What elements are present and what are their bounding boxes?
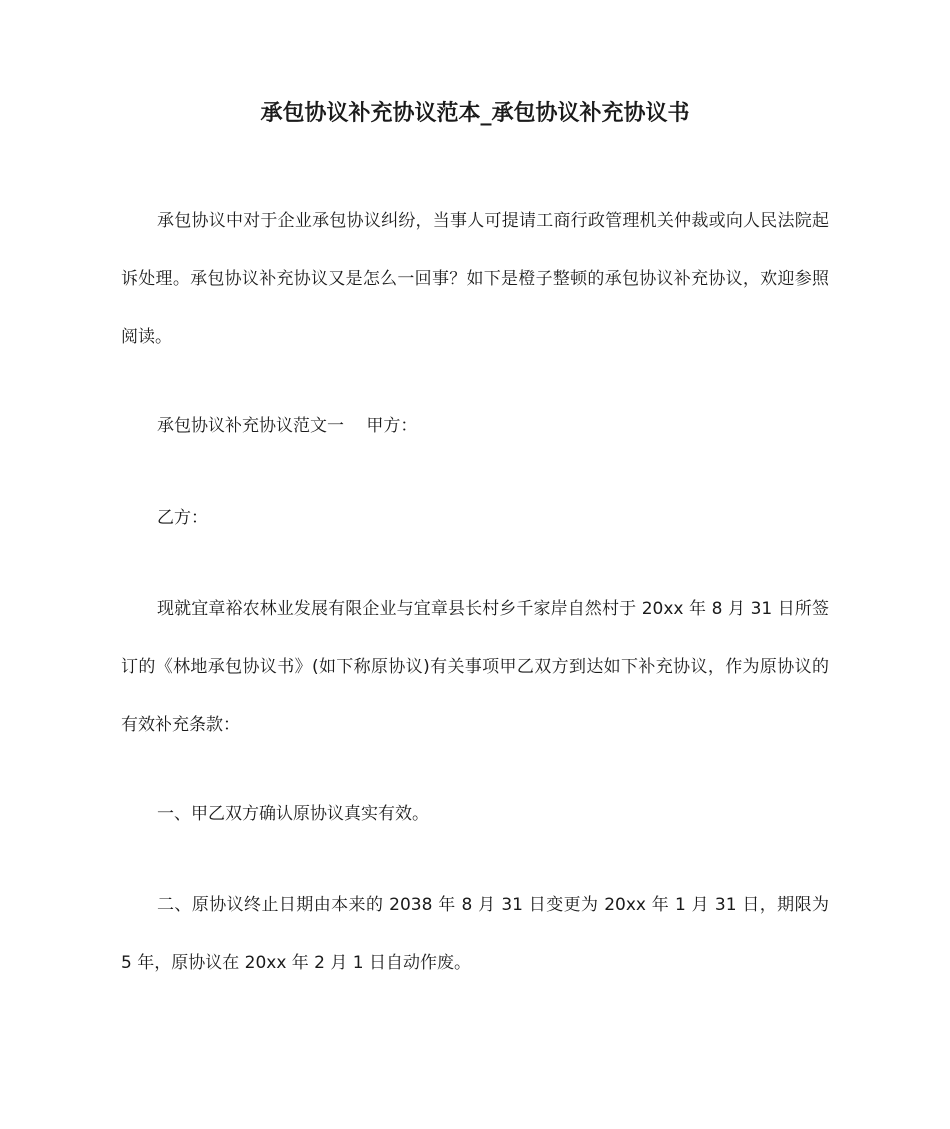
party-a-paragraph: 承包协议补充协议范文一 甲方：: [157, 416, 418, 436]
clause-one-paragraph: 一、甲乙双方确认原协议真实有效。: [157, 804, 429, 824]
intro-paragraph: 承包协议中对于企业承包协议纠纷，当事人可提请工商行政管理机关仲裁或向人民法院起诉处理。承包协议补充协议又是怎么一回事？如下是橙子整顿的承包协议补充协议，欢迎参照阅读。: [121, 211, 829, 347]
agreement-preamble-paragraph: 现就宜章裕农林业发展有限企业与宜章县长村乡千家岸自然村于 20xx 年 8 月 31 日所签订的《林地承包协议书》(如下称原协议)有关事项甲乙双方到达如下补充协议，作为原协议的有效补充条款：: [121, 599, 829, 735]
clause-two-paragraph: 二、原协议终止日期由本来的 2038 年 8 月 31 日变更为 20xx 年 1 月 31 日，期限为 5 年，原协议在 20xx 年 2 月 1 日自动作废。: [121, 895, 829, 973]
party-b-paragraph: 乙方：: [157, 508, 208, 528]
document-title: 承包协议补充协议范本_承包协议补充协议书: [260, 101, 690, 126]
